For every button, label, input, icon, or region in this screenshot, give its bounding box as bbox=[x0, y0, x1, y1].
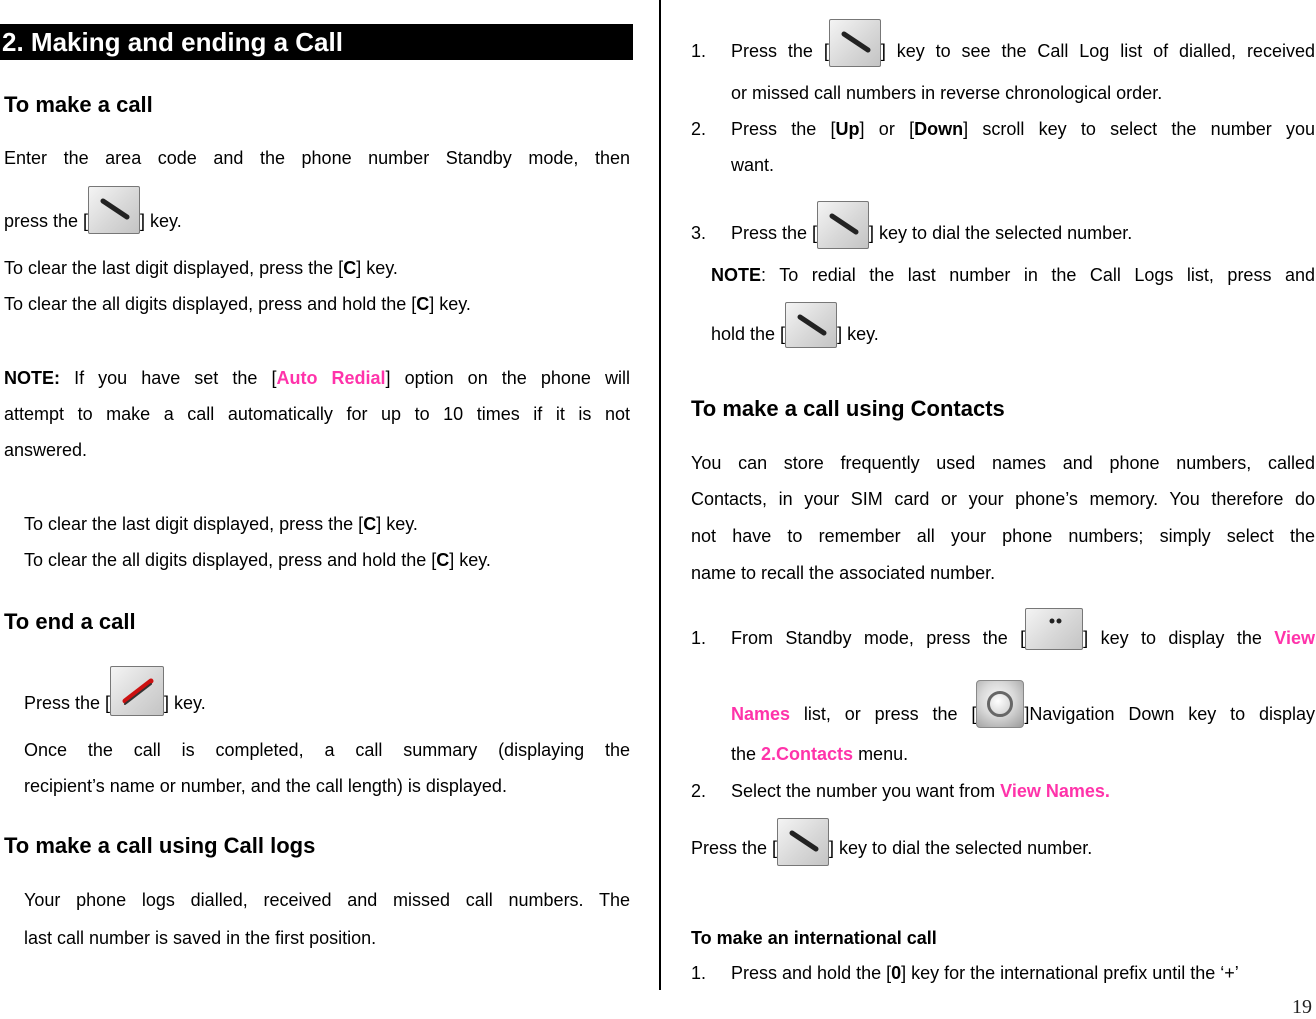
redial-note-line1: NOTE: To redial the last number in the Call Logs list, press and bbox=[711, 265, 1315, 285]
list-item: 2. Press the [Up] or [Down] scroll key to select the number you want. bbox=[691, 119, 1315, 175]
heading-contacts: To make a call using Contacts bbox=[691, 396, 1005, 421]
make-call-intro-line2: press the [ ] key. bbox=[4, 186, 182, 234]
call-logs-line2: last call number is saved in the first position. bbox=[24, 928, 377, 948]
clear-all-digits-line: To clear the all digits displayed, press and hold the [C] key. bbox=[4, 294, 471, 314]
auto-redial-option: Auto Redial bbox=[276, 368, 386, 388]
end-key-icon bbox=[110, 666, 164, 716]
section-title-bar bbox=[0, 24, 633, 60]
column-divider bbox=[659, 0, 661, 990]
redial-note-line2: hold the [ ] key. bbox=[711, 302, 879, 348]
send-key-icon bbox=[777, 818, 829, 866]
contacts-para-line4: name to recall the associated number. bbox=[691, 563, 996, 583]
heading-make-call: To make a call bbox=[4, 92, 153, 117]
call-summary-line1: Once the call is completed, a call summary (displaying the bbox=[24, 740, 630, 760]
list-item: 1. Press and hold the [0] key for the international prefix until the ‘+’ bbox=[691, 963, 1239, 983]
list-item: 1. Press the [ ] key to see the Call Log list of dialled, received or missed call numbers in reverse chronological order. bbox=[691, 11, 1315, 101]
note-line2: attempt to make a call automatically for up to 10 times if it is not bbox=[4, 404, 630, 424]
call-logs-line1: Your phone logs dialled, received and missed call numbers. The bbox=[24, 890, 630, 910]
clear-last-digit-line: To clear the last digit displayed, press the [C] key. bbox=[4, 258, 398, 278]
heading-international-call: To make an international call bbox=[691, 928, 937, 948]
section-title: 2. Making and ending a Call bbox=[2, 27, 343, 57]
view-names-label: View Names. bbox=[1000, 781, 1110, 801]
contacts-para-line2: Contacts, in your SIM card or your phone’s memory. You therefore do bbox=[691, 489, 1315, 509]
make-call-intro-line1: Enter the area code and the phone number Standby mode, then bbox=[4, 148, 630, 168]
send-key-icon bbox=[785, 302, 837, 348]
call-summary-line2: recipient’s name or number, and the call length) is displayed. bbox=[24, 776, 507, 796]
navigation-key-icon bbox=[976, 680, 1024, 728]
clear-all-digits-line-2: To clear the all digits displayed, press and hold the [C] key. bbox=[24, 550, 491, 570]
end-call-press-line: Press the [ ] key. bbox=[24, 666, 206, 716]
contacts-para-line3: not have to remember all your phone numbers; simply select the bbox=[691, 526, 1315, 546]
note-line1: NOTE: If you have set the [Auto Redial] option on the phone will bbox=[4, 368, 630, 388]
list-item: 1. From Standby mode, press the [ ] key to display the View Names list, or press the [ ]Navigation Down key to display the 2.Contacts menu. bbox=[691, 602, 1315, 772]
send-key-icon bbox=[88, 186, 140, 234]
contacts-para-line1: You can store frequently used names and phone numbers, called bbox=[691, 453, 1315, 473]
press-send-line: Press the [ ] key to dial the selected number. bbox=[691, 818, 1092, 866]
note-line3: answered. bbox=[4, 440, 88, 460]
contacts-menu-label: 2.Contacts bbox=[761, 744, 854, 764]
send-key-icon bbox=[817, 201, 869, 249]
menu-softkey-icon bbox=[1025, 608, 1083, 650]
list-item: 3. Press the [ ] key to dial the selected number. bbox=[691, 193, 1315, 245]
send-key-icon bbox=[829, 19, 881, 67]
clear-last-digit-line-2: To clear the last digit displayed, press the [C] key. bbox=[24, 514, 418, 534]
heading-end-call: To end a call bbox=[4, 609, 136, 634]
list-item: 2. Select the number you want from View Names. bbox=[691, 781, 1110, 801]
page-number: 19 bbox=[1292, 996, 1312, 1018]
heading-call-logs: To make a call using Call logs bbox=[4, 833, 316, 858]
